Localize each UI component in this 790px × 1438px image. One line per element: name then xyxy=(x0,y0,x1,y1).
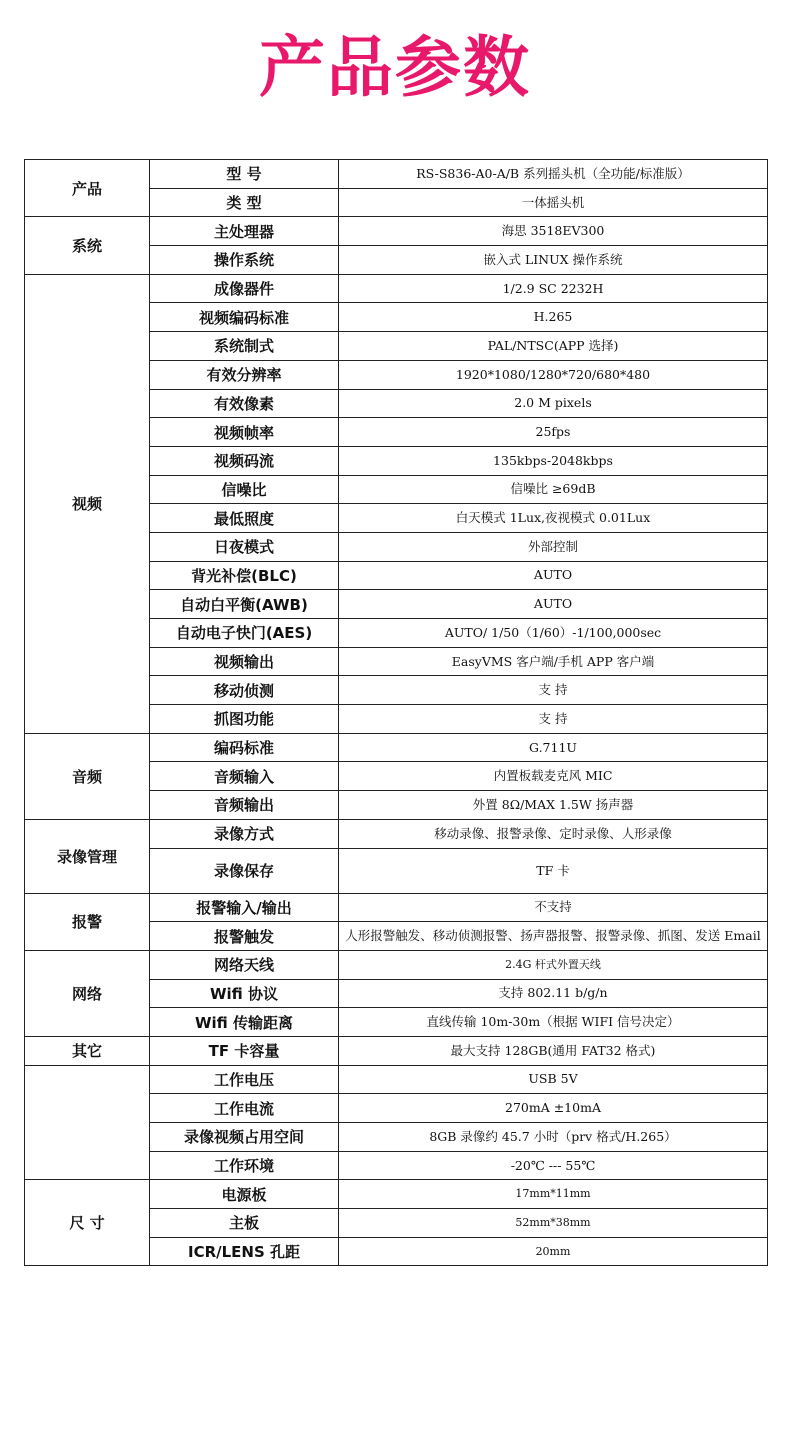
param-cell: 类 型 xyxy=(150,188,339,217)
param-cell: 音频输入 xyxy=(150,762,339,791)
param-cell: 录像保存 xyxy=(150,848,339,893)
param-cell: 工作环境 xyxy=(150,1151,339,1180)
category-cell: 报警 xyxy=(25,893,150,950)
spec-table xyxy=(24,159,768,1266)
value-cell: -20℃ --- 55℃ xyxy=(339,1151,768,1180)
spec-table-body xyxy=(25,160,768,1266)
value-cell: 一体摇头机 xyxy=(339,188,768,217)
param-cell: 移动侦测 xyxy=(150,676,339,705)
param-cell: 网络天线 xyxy=(150,950,339,979)
param-cell: 信噪比 xyxy=(150,475,339,504)
category-cell: 系统 xyxy=(25,217,150,274)
value-cell: AUTO xyxy=(339,561,768,590)
value-cell: 2.0 M pixels xyxy=(339,389,768,418)
value-cell: 人形报警触发、移动侦测报警、扬声器报警、报警录像、抓图、发送 Email xyxy=(339,922,768,951)
value-cell: 白天模式 1Lux,夜视模式 0.01Lux xyxy=(339,504,768,533)
param-cell: 主处理器 xyxy=(150,217,339,246)
param-cell: 编码标准 xyxy=(150,733,339,762)
value-cell: EasyVMS 客户端/手机 APP 客户端 xyxy=(339,647,768,676)
table-row xyxy=(25,274,768,303)
value-cell: 不支持 xyxy=(339,893,768,922)
category-cell: 网络 xyxy=(25,950,150,1036)
param-cell: 视频码流 xyxy=(150,446,339,475)
param-cell: 操作系统 xyxy=(150,246,339,275)
table-row xyxy=(25,1065,768,1094)
param-cell: 主板 xyxy=(150,1209,339,1238)
param-cell: TF 卡容量 xyxy=(150,1036,339,1065)
value-cell: PAL/NTSC(APP 选择) xyxy=(339,332,768,361)
param-cell: 视频帧率 xyxy=(150,418,339,447)
value-cell: 最大支持 128GB(通用 FAT32 格式) xyxy=(339,1036,768,1065)
value-cell: 嵌入式 LINUX 操作系统 xyxy=(339,246,768,275)
category-cell: 录像管理 xyxy=(25,819,150,893)
value-cell: AUTO/ 1/50（1/60）-1/100,000sec xyxy=(339,619,768,648)
table-row xyxy=(25,733,768,762)
param-cell: 日夜模式 xyxy=(150,532,339,561)
table-row xyxy=(25,160,768,189)
table-row xyxy=(25,819,768,848)
page-title: 产品参数 xyxy=(259,29,531,106)
value-cell: 信噪比 ≥69dB xyxy=(339,475,768,504)
param-cell: 报警输入/输出 xyxy=(150,893,339,922)
value-cell: 17mm*11mm xyxy=(339,1180,768,1209)
value-cell: 外部控制 xyxy=(339,532,768,561)
param-cell: 背光补偿(BLC) xyxy=(150,561,339,590)
value-cell: 1/2.9 SC 2232H xyxy=(339,274,768,303)
value-cell: 52mm*38mm xyxy=(339,1209,768,1238)
param-cell: 系统制式 xyxy=(150,332,339,361)
param-cell: 工作电压 xyxy=(150,1065,339,1094)
param-cell: 音频输出 xyxy=(150,791,339,820)
value-cell: RS-S836-A0-A/B 系列摇头机（全功能/标准版） xyxy=(339,160,768,189)
value-cell: 270mA ±10mA xyxy=(339,1094,768,1123)
table-row xyxy=(25,893,768,922)
category-cell: 产品 xyxy=(25,160,150,217)
value-cell: 移动录像、报警录像、定时录像、人形录像 xyxy=(339,819,768,848)
category-cell: 视频 xyxy=(25,274,150,733)
param-cell: 录像视频占用空间 xyxy=(150,1123,339,1152)
value-cell: 直线传输 10m-30m（根据 WIFI 信号决定） xyxy=(339,1008,768,1037)
value-cell: USB 5V xyxy=(339,1065,768,1094)
table-row xyxy=(25,1036,768,1065)
value-cell: 2.4G 杆式外置天线 xyxy=(339,950,768,979)
table-row xyxy=(25,1180,768,1209)
value-cell: 135kbps-2048kbps xyxy=(339,446,768,475)
value-cell: 支持 802.11 b/g/n xyxy=(339,979,768,1008)
category-cell: 音频 xyxy=(25,733,150,819)
value-cell: 海思 3518EV300 xyxy=(339,217,768,246)
table-row xyxy=(25,217,768,246)
value-cell: 支 持 xyxy=(339,676,768,705)
value-cell: 25fps xyxy=(339,418,768,447)
value-cell: H.265 xyxy=(339,303,768,332)
param-cell: 电源板 xyxy=(150,1180,339,1209)
param-cell: 录像方式 xyxy=(150,819,339,848)
param-cell: 型 号 xyxy=(150,160,339,189)
value-cell: 内置板载麦克风 MIC xyxy=(339,762,768,791)
param-cell: Wifi 传输距离 xyxy=(150,1008,339,1037)
table-row xyxy=(25,950,768,979)
category-cell: 尺 寸 xyxy=(25,1180,150,1266)
value-cell: 外置 8Ω/MAX 1.5W 扬声器 xyxy=(339,791,768,820)
param-cell: 成像器件 xyxy=(150,274,339,303)
value-cell: 8GB 录像约 45.7 小时（prv 格式/H.265） xyxy=(339,1123,768,1152)
value-cell: TF 卡 xyxy=(339,848,768,893)
value-cell: 1920*1080/1280*720/680*480 xyxy=(339,360,768,389)
value-cell: 支 持 xyxy=(339,705,768,734)
param-cell: ICR/LENS 孔距 xyxy=(150,1237,339,1266)
category-cell: 其它 xyxy=(25,1036,150,1065)
param-cell: 最低照度 xyxy=(150,504,339,533)
param-cell: Wifi 协议 xyxy=(150,979,339,1008)
param-cell: 自动白平衡(AWB) xyxy=(150,590,339,619)
value-cell: 20mm xyxy=(339,1237,768,1266)
param-cell: 视频输出 xyxy=(150,647,339,676)
value-cell: AUTO xyxy=(339,590,768,619)
param-cell: 有效像素 xyxy=(150,389,339,418)
param-cell: 自动电子快门(AES) xyxy=(150,619,339,648)
param-cell: 报警触发 xyxy=(150,922,339,951)
param-cell: 视频编码标准 xyxy=(150,303,339,332)
param-cell: 工作电流 xyxy=(150,1094,339,1123)
category-cell xyxy=(25,1065,150,1180)
param-cell: 有效分辨率 xyxy=(150,360,339,389)
value-cell: G.711U xyxy=(339,733,768,762)
param-cell: 抓图功能 xyxy=(150,705,339,734)
